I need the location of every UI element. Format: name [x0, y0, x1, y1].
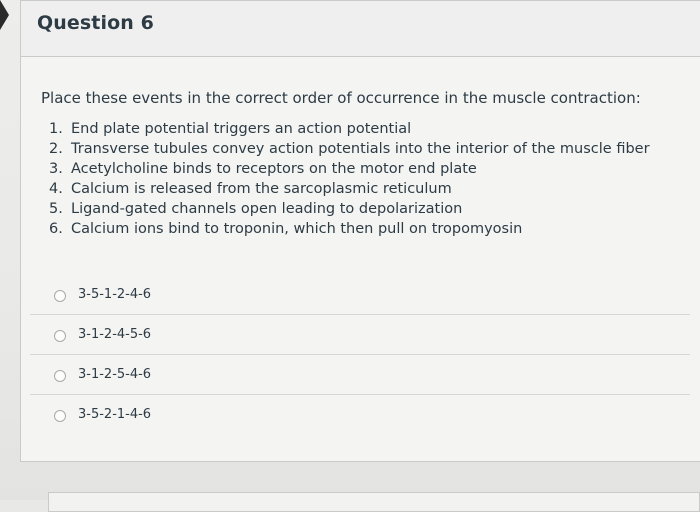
question-title: Question 6	[37, 12, 154, 34]
answer-option-1[interactable]	[30, 275, 690, 315]
answer-label[interactable]: 3-5-1-2-4-6	[78, 287, 152, 302]
answer-label[interactable]: 3-1-2-5-4-6	[78, 367, 152, 382]
radio-button[interactable]	[54, 330, 66, 342]
next-question-card	[48, 492, 700, 512]
event-item	[49, 179, 650, 199]
question-prompt: Place these events in the correct order of occurrence in the muscle contraction:	[41, 89, 641, 107]
event-item	[49, 199, 650, 219]
event-text: Transverse tubules convey action potentials into the interior of the muscle fiber	[71, 141, 650, 157]
event-item	[49, 219, 650, 239]
event-text: Ligand-gated channels open leading to depolarization	[71, 201, 463, 217]
event-text: End plate potential triggers an action potential	[71, 121, 412, 137]
event-number: 4.	[49, 181, 63, 197]
event-item	[49, 119, 650, 139]
event-number: 1.	[49, 121, 63, 137]
event-number: 3.	[49, 161, 63, 177]
event-list	[49, 119, 650, 239]
event-number: 5.	[49, 201, 63, 217]
radio-button[interactable]	[54, 290, 66, 302]
question-marker-arrow-icon	[0, 0, 9, 30]
radio-button[interactable]	[54, 370, 66, 382]
event-item	[49, 159, 650, 179]
event-text: Calcium ions bind to troponin, which then pull on tropomyosin	[71, 221, 523, 237]
answer-option-2[interactable]	[30, 315, 690, 355]
answer-options	[30, 275, 690, 435]
event-text: Acetylcholine binds to receptors on the motor end plate	[71, 161, 477, 177]
answer-option-4[interactable]	[30, 395, 690, 435]
answer-label[interactable]: 3-5-2-1-4-6	[78, 407, 152, 422]
answer-option-3[interactable]	[30, 355, 690, 395]
radio-button[interactable]	[54, 410, 66, 422]
event-item	[49, 139, 650, 159]
event-number: 6.	[49, 221, 63, 237]
event-number: 2.	[49, 141, 63, 157]
question-header	[21, 1, 700, 57]
event-text: Calcium is released from the sarcoplasmic reticulum	[71, 181, 452, 197]
answer-label[interactable]: 3-1-2-4-5-6	[78, 327, 152, 342]
